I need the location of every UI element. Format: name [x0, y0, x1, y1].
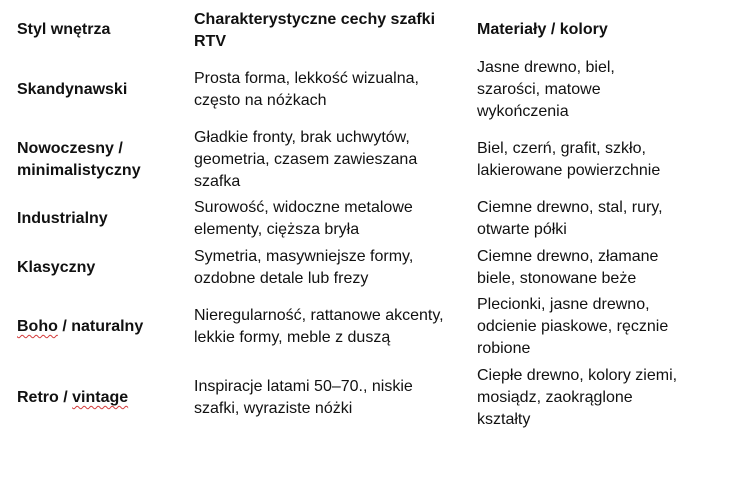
row-features [194, 197, 413, 241]
row-materials-line: biele, stonowane beże [477, 270, 637, 287]
row-style-line: Nowoczesny / [17, 140, 123, 157]
row-style-text: vintage [72, 389, 129, 406]
row-features-line: Symetria, masywniejsze formy, [194, 248, 414, 265]
row-materials-line: Ciepłe drewno, kolory ziemi, [477, 367, 678, 384]
row-style [17, 138, 141, 182]
row-features-line: szafka [194, 173, 241, 190]
row-style-text: / naturalny [57, 318, 144, 335]
row-features-line: ozdobne detale lub frezy [194, 270, 369, 287]
row-materials-line: robione [477, 340, 531, 357]
row-style [17, 208, 108, 230]
header-features-line: Charakterystyczne cechy szafki [194, 11, 436, 28]
row-style-text: Retro / [17, 389, 73, 406]
row-materials-line: Plecionki, jasne drewno, [477, 296, 650, 313]
row-features-line: szafki, wyraziste nóżki [194, 400, 353, 417]
row-features-line: Gładkie fronty, brak uchwytów, [194, 129, 410, 146]
row-features-line: Surowość, widoczne metalowe [194, 199, 413, 216]
row-materials [477, 365, 677, 431]
row-materials [477, 197, 663, 241]
row-materials-line: Jasne drewno, biel, [477, 59, 615, 76]
row-features-line: Prosta forma, lekkość wizualna, [194, 70, 419, 87]
row-materials-line: kształty [477, 411, 531, 428]
row-materials-line: Biel, czerń, grafit, szkło, [477, 140, 646, 157]
row-features [194, 376, 413, 420]
header-style [17, 19, 110, 41]
row-materials-line: mosiądz, zaokrąglone [477, 389, 633, 406]
row-materials-line: odcienie piaskowe, ręcznie [477, 318, 669, 335]
row-features-line: elementy, cięższa bryła [194, 221, 360, 238]
row-features [194, 246, 413, 290]
row-style-text: Industrialny [17, 210, 108, 227]
row-style-text: Skandynawski [17, 81, 128, 98]
row-materials-line: lakierowane powierzchnie [477, 162, 661, 179]
row-features-line: geometria, czasem zawieszana [194, 151, 418, 168]
row-style [17, 316, 143, 338]
row-features [194, 127, 417, 193]
row-style [17, 387, 128, 409]
row-materials-line: Ciemne drewno, stal, rury, [477, 199, 663, 216]
row-materials-line: wykończenia [477, 103, 569, 120]
row-style [17, 79, 127, 101]
row-style-text: Boho [17, 318, 58, 335]
header-materials [477, 19, 608, 41]
header-style-text: Styl wnętrza [17, 21, 111, 38]
header-features [194, 9, 435, 53]
row-materials [477, 294, 668, 360]
header-materials-text: Materiały / kolory [477, 21, 608, 38]
row-materials-line: szarości, matowe [477, 81, 601, 98]
row-style [17, 257, 95, 279]
row-materials-line: otwarte półki [477, 221, 567, 238]
row-features [194, 68, 419, 112]
row-features-line: często na nóżkach [194, 92, 327, 109]
header-features-line: RTV [194, 33, 226, 50]
row-style-text: Klasyczny [17, 259, 96, 276]
row-features-line: Inspiracje latami 50–70., niskie [194, 378, 413, 395]
row-features [194, 305, 444, 349]
row-materials [477, 57, 615, 123]
row-materials [477, 246, 658, 290]
row-materials-line: Ciemne drewno, złamane [477, 248, 659, 265]
row-materials [477, 138, 660, 182]
row-features-line: lekkie formy, meble z duszą [194, 329, 391, 346]
row-style-line: minimalistyczny [17, 162, 141, 179]
row-features-line: Nieregularność, rattanowe akcenty, [194, 307, 444, 324]
